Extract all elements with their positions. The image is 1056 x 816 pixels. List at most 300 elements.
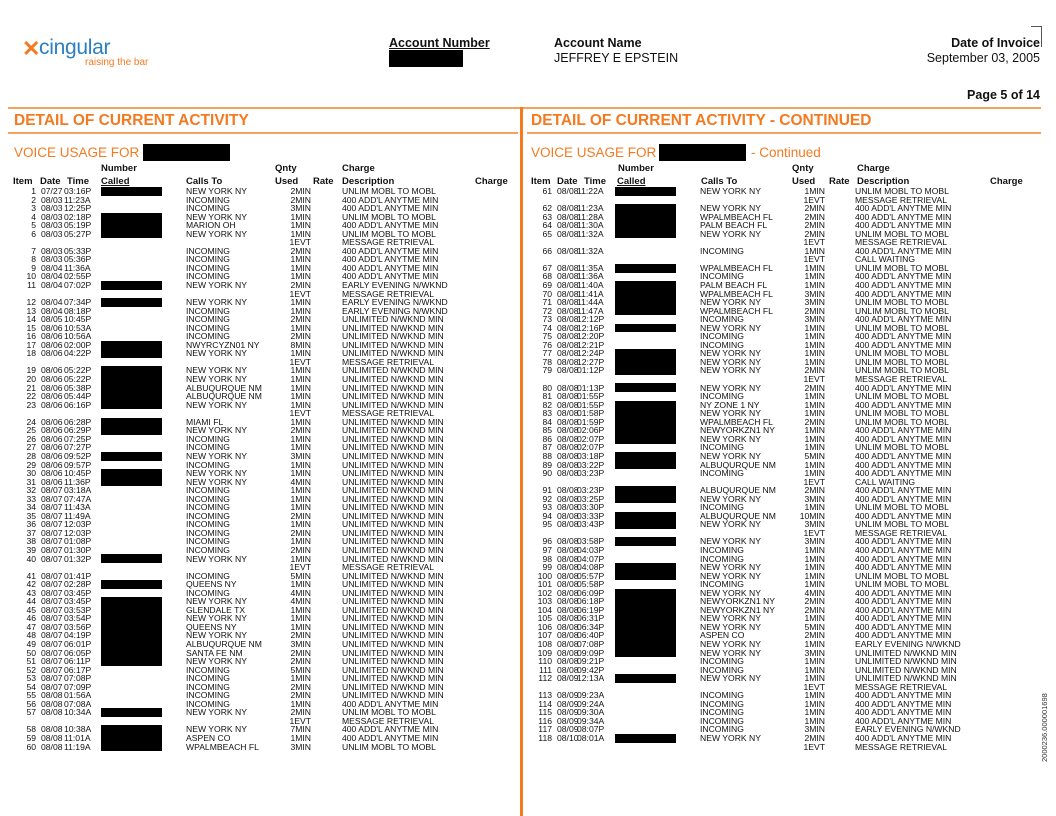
- call-row: [527, 426, 1041, 435]
- account-number-redacted: [389, 50, 463, 67]
- charge-description: UNLIMITED N/WKND MIN: [342, 613, 444, 624]
- quantity-used: 2MIN: [804, 220, 825, 231]
- calls-to: MIAMI FL: [186, 416, 224, 427]
- call-date: 08/08: [557, 485, 579, 496]
- item-number: 115: [538, 707, 552, 718]
- calls-to: NEW YORK NY: [700, 186, 761, 196]
- charge-description: UNLIMITED N/WKND MIN: [342, 630, 444, 641]
- call-date: 08/06: [41, 391, 63, 402]
- number-called-redacted: [101, 554, 162, 563]
- charge-description: MESSAGE RETRIEVAL: [855, 741, 948, 752]
- call-row: [527, 717, 1041, 726]
- item-number: 26: [26, 433, 36, 444]
- call-time: 05:22P: [64, 374, 92, 385]
- charge-description: UNLIMITED N/WKND MIN: [855, 664, 957, 675]
- quantity-used: 1MIN: [290, 604, 311, 615]
- call-row: [527, 281, 1041, 290]
- item-number: 16: [26, 331, 36, 342]
- item-number: 22: [26, 391, 36, 402]
- calls-to: INCOMING: [700, 724, 744, 735]
- quantity-used: 1MIN: [290, 433, 311, 444]
- call-row: [0, 230, 518, 239]
- col-item: Item: [531, 176, 551, 187]
- number-called-redacted: [615, 435, 676, 444]
- calls-to: WPALMBEACH FL: [700, 305, 773, 316]
- charge-description: 400 ADD'L ANYTME MIN: [342, 733, 439, 743]
- item-number: 53: [26, 673, 36, 684]
- calls-to: INCOMING: [186, 527, 230, 538]
- item-number: 83: [542, 408, 552, 419]
- call-date: 08/03: [41, 211, 63, 222]
- item-number: 32: [26, 485, 36, 496]
- item-number: 110: [538, 656, 552, 667]
- quantity-used: 1MIN: [290, 673, 311, 684]
- charge-description: UNLIMITED N/WKND MIN: [342, 690, 444, 701]
- call-time: 05:44P: [64, 391, 92, 402]
- item-number: 15: [26, 322, 36, 333]
- calls-to: NEW YORK NY: [186, 724, 247, 735]
- calls-to: SANTA FE NM: [186, 647, 243, 658]
- call-row: [0, 708, 518, 717]
- call-row: [0, 349, 518, 358]
- call-date: 08/08: [557, 356, 579, 367]
- charge-description: 400 ADD'L ANYTME MIN: [855, 562, 952, 573]
- quantity-used: 1MIN: [290, 228, 311, 239]
- call-date: 08/09: [557, 724, 579, 735]
- calls-to: NEWYORKZN1 NY: [700, 425, 775, 436]
- calls-to: INCOMING: [700, 656, 744, 667]
- calls-to: NEW YORK NY: [700, 536, 761, 547]
- call-time: 01:55P: [577, 399, 605, 410]
- number-called-redacted: [615, 512, 676, 521]
- item-number: 91: [542, 485, 552, 496]
- calls-to: INCOMING: [700, 245, 744, 256]
- call-date: 08/06: [41, 433, 63, 444]
- quantity-used: 1MIN: [290, 733, 311, 743]
- quantity-used: 2MIN: [290, 331, 311, 342]
- call-row: [527, 349, 1041, 358]
- quantity-used: 1MIN: [804, 698, 825, 709]
- quantity-used: 1MIN: [290, 348, 311, 359]
- item-number: 13: [26, 305, 36, 316]
- item-number: 5: [31, 220, 36, 231]
- charge-description: 400 ADD'L ANYTME MIN: [855, 510, 952, 521]
- number-called-redacted: [615, 452, 676, 461]
- quantity-used: 2MIN: [804, 365, 825, 376]
- call-date: 08/08: [557, 408, 579, 419]
- col-time: Time: [67, 176, 90, 187]
- call-time: 04:22P: [64, 348, 92, 359]
- item-number: 10: [26, 271, 36, 282]
- call-row: [527, 572, 1041, 581]
- col-item: Item: [13, 176, 33, 187]
- calls-to: WPALMBEACH FL: [186, 741, 259, 752]
- quantity-used: 2MIN: [804, 630, 825, 641]
- quantity-used: 2MIN: [290, 194, 311, 205]
- call-time: 01:58P: [577, 408, 605, 419]
- calls-to: INCOMING: [186, 271, 230, 282]
- calls-to: INCOMING: [700, 442, 744, 453]
- quantity-used: 1MIN: [290, 579, 311, 590]
- call-time: 11:49A: [64, 510, 91, 521]
- call-date: 08/06: [41, 425, 63, 436]
- invoice-date-label: Date of Invoice: [951, 36, 1040, 50]
- call-date: 08/08: [557, 562, 579, 573]
- number-called-redacted: [615, 187, 676, 196]
- charge-description: 400 ADD'L ANYTME MIN: [855, 485, 952, 496]
- calls-to: NEW YORK NY: [700, 638, 761, 649]
- call-time: 06:05P: [64, 647, 92, 658]
- number-called-redacted: [101, 281, 162, 290]
- call-time: 07:27P: [64, 442, 92, 453]
- quantity-used: 1MIN: [804, 707, 825, 718]
- call-row: [0, 743, 518, 752]
- item-number: 44: [26, 596, 36, 607]
- number-called-redacted: [101, 298, 162, 307]
- charge-description: 400 ADD'L ANYTME MIN: [855, 245, 952, 256]
- event-row: [527, 238, 1041, 247]
- call-row: [527, 443, 1041, 452]
- call-date: 08/08: [557, 450, 579, 461]
- item-number: 4: [31, 211, 36, 222]
- charge-description: EARLY EVENING N/WKND: [342, 305, 448, 316]
- quantity-used: 2MIN: [290, 647, 311, 658]
- call-date: 08/06: [41, 442, 63, 453]
- item-number: 67: [542, 262, 552, 273]
- call-time: 01:55P: [577, 391, 605, 402]
- charge-description: UNLIM MOBL TO MOBL: [855, 408, 949, 419]
- charge-description: UNLIM MOBL TO MOBL: [342, 707, 436, 718]
- quantity-used: 5MIN: [804, 621, 825, 632]
- call-time: 02:06P: [577, 425, 605, 436]
- call-time: 03:18P: [577, 450, 605, 461]
- charge-description: MESSAGE RETRIEVAL: [342, 237, 435, 248]
- item-number: 64: [542, 220, 552, 231]
- call-time: 11:32A: [577, 228, 604, 239]
- call-date: 08/06: [41, 374, 63, 385]
- call-row: [527, 221, 1041, 230]
- call-time: 11:19A: [64, 741, 91, 752]
- calls-to: NEW YORK NY: [700, 408, 761, 419]
- call-row: [527, 469, 1041, 478]
- continued-label: - Continued: [751, 145, 821, 160]
- charge-description: UNLIM MOBL TO MOBL: [855, 365, 949, 376]
- quantity-used: 1MIN: [290, 254, 311, 265]
- item-number: 6: [31, 228, 36, 239]
- quantity-used: 1MIN: [804, 690, 825, 701]
- item-number: 84: [542, 416, 552, 427]
- charge-description: MESSAGE RETRIEVAL: [855, 237, 948, 248]
- call-date: 08/08: [557, 416, 579, 427]
- call-date: 08/08: [41, 698, 63, 709]
- charge-description: EARLY EVENING N/WKND: [342, 280, 448, 291]
- charge-description: 400 ADD'L ANYTME MIN: [855, 339, 952, 350]
- call-date: 07/27: [41, 186, 63, 196]
- quantity-used: 1EVT: [803, 194, 825, 205]
- call-date: 08/07: [41, 638, 63, 649]
- quantity-used: 1MIN: [804, 280, 825, 291]
- number-called-redacted: [101, 392, 162, 401]
- item-number: 28: [26, 450, 36, 461]
- call-date: 08/03: [41, 254, 63, 265]
- item-number: 11: [27, 280, 36, 291]
- call-time: 03:58P: [577, 536, 605, 547]
- number-called-redacted: [615, 204, 676, 213]
- calls-to: NEW YORK NY: [700, 297, 761, 308]
- number-called-redacted: [101, 597, 162, 606]
- quantity-used: 1MIN: [804, 579, 825, 590]
- quantity-used: 1EVT: [803, 527, 825, 538]
- call-date: 08/07: [41, 673, 63, 684]
- charge-description: MESSAGE RETRIEVAL: [342, 288, 435, 299]
- charge-description: UNLIM MOBL TO MOBL: [855, 348, 949, 359]
- call-date: 08/08: [557, 510, 579, 521]
- left-title-divider: [8, 132, 518, 134]
- call-row: [527, 290, 1041, 299]
- item-number: 18: [26, 348, 36, 359]
- calls-to: WPALMBEACH FL: [700, 416, 773, 427]
- call-row: [527, 247, 1041, 256]
- charge-description: MESSAGE RETRIEVAL: [342, 715, 435, 726]
- call-date: 08/08: [557, 297, 579, 308]
- col-called: Called: [101, 176, 130, 187]
- charge-description: UNLIM MOBL TO MOBL: [855, 186, 949, 196]
- item-number: 58: [26, 724, 36, 735]
- number-called-redacted: [615, 614, 676, 623]
- calls-to: NEW YORK NY: [186, 553, 247, 564]
- call-row: [527, 546, 1041, 555]
- call-time: 03:43P: [577, 519, 605, 530]
- quantity-used: 1MIN: [290, 698, 311, 709]
- call-date: 08/06: [41, 476, 63, 487]
- calls-to: NEW YORK NY: [700, 322, 761, 333]
- calls-to: NEW YORK NY: [700, 562, 761, 573]
- calls-to: INCOMING: [186, 322, 230, 333]
- calls-to: INCOMING: [700, 271, 744, 282]
- item-number: 61: [542, 186, 552, 196]
- item-number: 71: [542, 297, 552, 308]
- call-time: 08:01A: [577, 733, 605, 743]
- calls-to: NEW YORK NY: [186, 450, 247, 461]
- charge-description: 400 ADD'L ANYTME MIN: [855, 450, 952, 461]
- call-time: 09:23A: [577, 690, 605, 701]
- charge-description: UNLIMITED N/WKND MIN: [342, 647, 444, 658]
- charge-description: UNLIMITED N/WKND MIN: [342, 544, 444, 555]
- item-number: 24: [26, 416, 36, 427]
- quantity-used: 1MIN: [290, 459, 311, 470]
- charge-description: 400 ADD'L ANYTME MIN: [855, 288, 952, 299]
- calls-to: INCOMING: [186, 519, 230, 530]
- charge-description: UNLIMITED N/WKND MIN: [342, 433, 444, 444]
- number-called-redacted: [615, 366, 676, 375]
- item-number: 21: [26, 382, 36, 393]
- account-name: JEFFREY E EPSTEIN: [554, 51, 679, 65]
- charge-description: 400 ADD'L ANYTME MIN: [855, 698, 952, 709]
- call-time: 03:30P: [577, 502, 605, 513]
- calls-to: ALBUQURQUE NM: [700, 459, 776, 470]
- item-number: 75: [542, 331, 552, 342]
- calls-to: NEW YORK NY: [700, 365, 761, 376]
- number-called-redacted: [615, 230, 676, 239]
- quantity-used: 2MIN: [290, 544, 311, 555]
- call-date: 08/05: [41, 314, 63, 325]
- number-called-redacted: [615, 426, 676, 435]
- quantity-used: 2MIN: [804, 733, 825, 743]
- charge-description: UNLIMITED N/WKND MIN: [342, 468, 444, 479]
- call-date: 08/06: [41, 322, 63, 333]
- calls-to: NEW YORK NY: [700, 228, 761, 239]
- quantity-used: 1MIN: [804, 544, 825, 555]
- calls-to: NEW YORK NY: [700, 348, 761, 359]
- number-called-redacted: [101, 452, 162, 461]
- call-time: 01:32P: [64, 553, 92, 564]
- call-time: 06:34P: [577, 621, 605, 632]
- calls-to: INCOMING: [186, 698, 230, 709]
- calls-to: QUEENS NY: [186, 621, 237, 632]
- item-number: 89: [542, 459, 552, 470]
- charge-description: 400 ADD'L ANYTME MIN: [855, 211, 952, 222]
- charge-description: EARLY EVENING N/WKND: [342, 297, 448, 308]
- item-number: 65: [542, 228, 552, 239]
- call-row: [527, 332, 1041, 341]
- col-date: Date: [40, 176, 61, 187]
- call-date: 08/04: [41, 262, 63, 273]
- call-date: 08/03: [41, 228, 63, 239]
- charge-description: UNLIM MOBL TO MOBL: [342, 186, 436, 196]
- call-time: 05:38P: [64, 382, 92, 393]
- call-time: 09:57P: [64, 459, 92, 470]
- charge-description: 400 ADD'L ANYTME MIN: [342, 724, 439, 735]
- quantity-used: 1EVT: [289, 356, 311, 367]
- charge-description: MESSAGE RETRIEVAL: [342, 562, 435, 573]
- call-time: 06:31P: [577, 613, 605, 624]
- call-time: 11:23A: [64, 194, 91, 205]
- call-date: 08/08: [557, 621, 579, 632]
- quantity-used: 3MIN: [804, 536, 825, 547]
- call-time: 01:12P: [577, 365, 605, 376]
- call-time: 01:08P: [64, 536, 92, 547]
- call-date: 08/06: [41, 365, 63, 376]
- call-time: 07:08A: [64, 698, 92, 709]
- call-time: 04:19P: [64, 630, 92, 641]
- quantity-used: 2MIN: [290, 707, 311, 718]
- calls-to: NEW YORK NY: [700, 382, 761, 393]
- calls-to: INCOMING: [186, 331, 230, 342]
- quantity-used: 1MIN: [804, 348, 825, 359]
- charge-description: UNLIMITED N/WKND MIN: [342, 339, 444, 350]
- calls-to: INCOMING: [700, 579, 744, 590]
- quantity-used: 3MIN: [804, 519, 825, 530]
- call-date: 08/06: [41, 331, 63, 342]
- document-control-number: 2000236.000001698: [1040, 693, 1049, 762]
- quantity-used: 2MIN: [804, 211, 825, 222]
- call-date: 08/07: [41, 553, 63, 564]
- call-date: 08/08: [557, 613, 579, 624]
- item-number: 27: [26, 442, 36, 453]
- item-number: 118: [538, 733, 552, 743]
- number-called-redacted: [615, 324, 676, 333]
- call-row: [527, 213, 1041, 222]
- quantity-used: 3MIN: [804, 288, 825, 299]
- charge-description: 400 ADD'L ANYTME MIN: [855, 271, 952, 282]
- item-number: 37: [26, 527, 36, 538]
- item-number: 60: [26, 741, 36, 752]
- col-number: Number: [618, 163, 654, 174]
- call-row: [527, 384, 1041, 393]
- calls-to: NEW YORK NY: [700, 493, 761, 504]
- call-date: 08/06: [41, 339, 63, 350]
- item-number: 107: [537, 630, 552, 641]
- call-date: 08/08: [557, 604, 579, 615]
- quantity-used: 1MIN: [290, 391, 311, 402]
- calls-to: NEWYORKZN1 NY: [700, 596, 775, 607]
- calls-to: INCOMING: [186, 254, 230, 265]
- call-time: 10:45P: [64, 314, 92, 325]
- call-time: 08:07P: [577, 724, 605, 735]
- call-date: 08/08: [557, 570, 579, 581]
- charge-description: UNLIM MOBL TO MOBL: [855, 519, 949, 530]
- call-date: 08/08: [557, 664, 579, 675]
- event-row: [527, 478, 1041, 487]
- item-number: 85: [542, 425, 552, 436]
- quantity-used: 1MIN: [804, 391, 825, 402]
- call-row: [527, 272, 1041, 281]
- right-call-list: [527, 187, 1041, 751]
- call-time: 06:09P: [577, 587, 605, 598]
- number-called-redacted: [615, 460, 676, 469]
- item-number: 117: [538, 724, 552, 735]
- item-number: 63: [542, 211, 552, 222]
- item-number: 93: [542, 502, 552, 513]
- quantity-used: 1EVT: [803, 237, 825, 248]
- call-row: [527, 537, 1041, 546]
- event-row: [527, 255, 1041, 264]
- call-date: 08/08: [41, 724, 63, 735]
- number-called-redacted: [101, 401, 162, 410]
- item-number: 111: [538, 664, 552, 675]
- quantity-used: 2MIN: [290, 314, 311, 325]
- number-called-redacted: [615, 298, 676, 307]
- item-number: 35: [26, 510, 36, 521]
- quantity-used: 2MIN: [290, 280, 311, 291]
- call-date: 08/06: [41, 468, 63, 479]
- call-date: 08/09: [557, 715, 579, 726]
- quantity-used: 2MIN: [290, 510, 311, 521]
- calls-to: INCOMING: [186, 664, 230, 675]
- call-date: 08/08: [557, 647, 579, 658]
- charge-description: UNLIM MOBL TO MOBL: [855, 322, 949, 333]
- quantity-used: 1MIN: [804, 262, 825, 273]
- call-time: 11:23A: [577, 203, 604, 214]
- item-number: 78: [542, 356, 552, 367]
- col-calls-to: Calls To: [701, 176, 738, 187]
- call-time: 10:34A: [64, 707, 92, 718]
- number-called-redacted: [615, 358, 676, 367]
- call-date: 08/08: [557, 587, 579, 598]
- call-row: [527, 623, 1041, 632]
- call-row: [527, 452, 1041, 461]
- calls-to: INCOMING: [700, 553, 744, 564]
- call-time: 03:33P: [577, 510, 605, 521]
- number-called-redacted: [615, 409, 676, 418]
- call-time: 04:08P: [577, 562, 605, 573]
- quantity-used: 1MIN: [290, 553, 311, 564]
- charge-description: UNLIMITED N/WKND MIN: [342, 596, 444, 607]
- call-date: 08/08: [557, 262, 579, 273]
- call-row: [527, 392, 1041, 401]
- quantity-used: 1MIN: [290, 220, 311, 231]
- item-number: 81: [542, 391, 552, 402]
